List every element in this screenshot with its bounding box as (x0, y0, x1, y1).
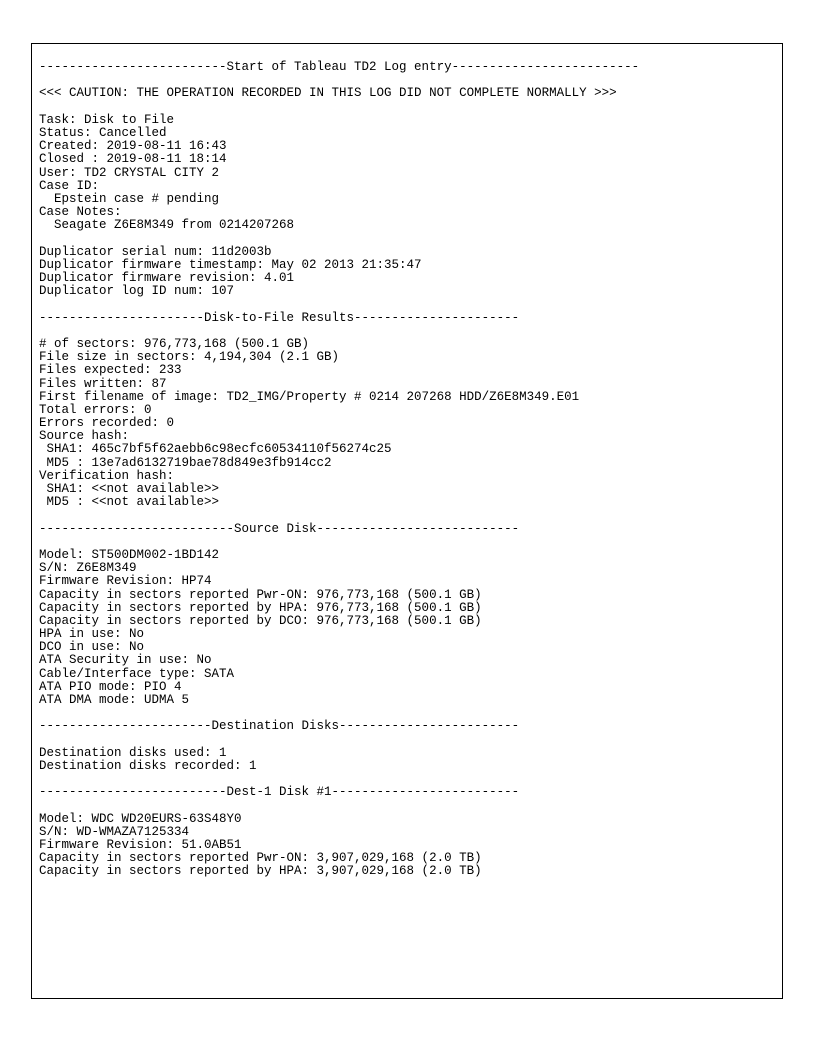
blank-line (39, 101, 639, 114)
user-line: User: TD2 CRYSTAL CITY 2 (39, 165, 220, 180)
source-disk-section-rule: --------------------------Source Disk--------------------------- (39, 521, 520, 536)
destination-used-line: Destination disks used: 1 (39, 745, 227, 760)
duplicator-revision-line: Duplicator firmware revision: 4.01 (39, 271, 295, 285)
source-firmware-line: Firmware Revision: HP74 (39, 574, 212, 589)
ata-dma-line: ATA DMA mode: UDMA 5 (39, 693, 190, 707)
case-notes-value: Seagate Z6E8M349 from 0214207268 (39, 218, 295, 233)
blank-line (39, 536, 639, 549)
source-md5-line: MD5 : 13e7ad6132719bae78d849e3fb914cc2 (39, 455, 332, 470)
source-capacity-hpa-line: Capacity in sectors reported by HPA: 976,773,168 (500.1 GB) (39, 600, 482, 615)
source-capacity-dco-line: Capacity in sectors reported by DCO: 976,773,168 (500.1 GB) (39, 613, 482, 628)
case-notes-label: Case Notes: (39, 205, 122, 220)
case-id-label: Case ID: (39, 178, 100, 193)
hpa-in-use-line: HPA in use: No (39, 627, 145, 642)
first-filename-line: First filename of image: TD2_IMG/Property # 0214 207268 HDD/Z6E8M349.E01 (39, 389, 580, 404)
dest-capacity-hpa-line: Capacity in sectors reported by HPA: 3,907,029,168 (2.0 TB) (39, 864, 482, 879)
errors-recorded-line: Errors recorded: 0 (39, 416, 175, 431)
dco-in-use-line: DCO in use: No (39, 640, 145, 655)
task-line: Task: Disk to File (39, 112, 175, 127)
source-serial-line: S/N: Z6E8M349 (39, 561, 137, 576)
log-header-rule: -------------------------Start of Tableau TD2 Log entry------------------------- (39, 60, 640, 74)
blank-line (39, 232, 639, 245)
source-hash-label: Source hash: (39, 429, 130, 444)
log-frame (31, 43, 783, 999)
created-line: Created: 2019-08-11 16:43 (39, 139, 227, 154)
log-text (39, 61, 639, 879)
verification-hash-label: Verification hash: (39, 468, 175, 483)
results-section-rule: ----------------------Disk-to-File Results---------------------- (39, 310, 520, 325)
dest-serial-line: S/N: WD-WMAZA7125334 (39, 824, 190, 839)
caution-banner: <<< CAUTION: THE OPERATION RECORDED IN THIS LOG DID NOT COMPLETE NORMALLY >>> (39, 86, 617, 101)
blank-line (39, 800, 639, 813)
destination-recorded-line: Destination disks recorded: 1 (39, 758, 257, 773)
verification-md5-line: MD5 : <<not available>> (39, 495, 220, 510)
source-capacity-pwr-on-line: Capacity in sectors reported Pwr-ON: 976,773,168 (500.1 GB) (39, 587, 482, 602)
total-errors-line: Total errors: 0 (39, 402, 152, 417)
ata-security-line: ATA Security in use: No (39, 653, 212, 668)
sector-count-line: # of sectors: 976,773,168 (500.1 GB) (39, 336, 310, 351)
cable-interface-line: Cable/Interface type: SATA (39, 666, 235, 681)
dest-model-line: Model: WDC WD20EURS-63S48Y0 (39, 811, 242, 826)
duplicator-timestamp-line: Duplicator firmware timestamp: May 02 2013 21:35:47 (39, 257, 422, 272)
ata-pio-line: ATA PIO mode: PIO 4 (39, 679, 182, 694)
blank-line (39, 298, 639, 311)
destination-disks-section-rule: -----------------------Destination Disks------------------------ (39, 719, 520, 734)
source-model-line: Model: ST500DM002-1BD142 (39, 547, 220, 562)
closed-line: Closed : 2019-08-11 18:14 (39, 152, 227, 167)
dest-firmware-line: Firmware Revision: 51.0AB51 (39, 838, 242, 853)
source-sha1-line: SHA1: 465c7bf5f62aebb6c98ecfc60534110f56274c25 (39, 442, 392, 457)
files-written-line: Files written: 87 (39, 376, 167, 391)
duplicator-serial-line: Duplicator serial num: 11d2003b (39, 244, 272, 259)
files-expected-line: Files expected: 233 (39, 363, 182, 378)
file-size-line: File size in sectors: 4,194,304 (2.1 GB) (39, 350, 340, 365)
status-line: Status: Cancelled (39, 125, 167, 140)
blank-line (39, 734, 639, 747)
blank-line (39, 325, 639, 338)
verification-sha1-line: SHA1: <<not available>> (39, 482, 220, 496)
dest-capacity-pwr-on-line: Capacity in sectors reported Pwr-ON: 3,907,029,168 (2.0 TB) (39, 851, 482, 866)
duplicator-log-id-line: Duplicator log ID num: 107 (39, 284, 235, 299)
case-id-value: Epstein case # pending (39, 191, 220, 206)
blank-line (39, 509, 639, 522)
dest-disk-section-rule: -------------------------Dest-1 Disk #1------------------------- (39, 785, 520, 800)
